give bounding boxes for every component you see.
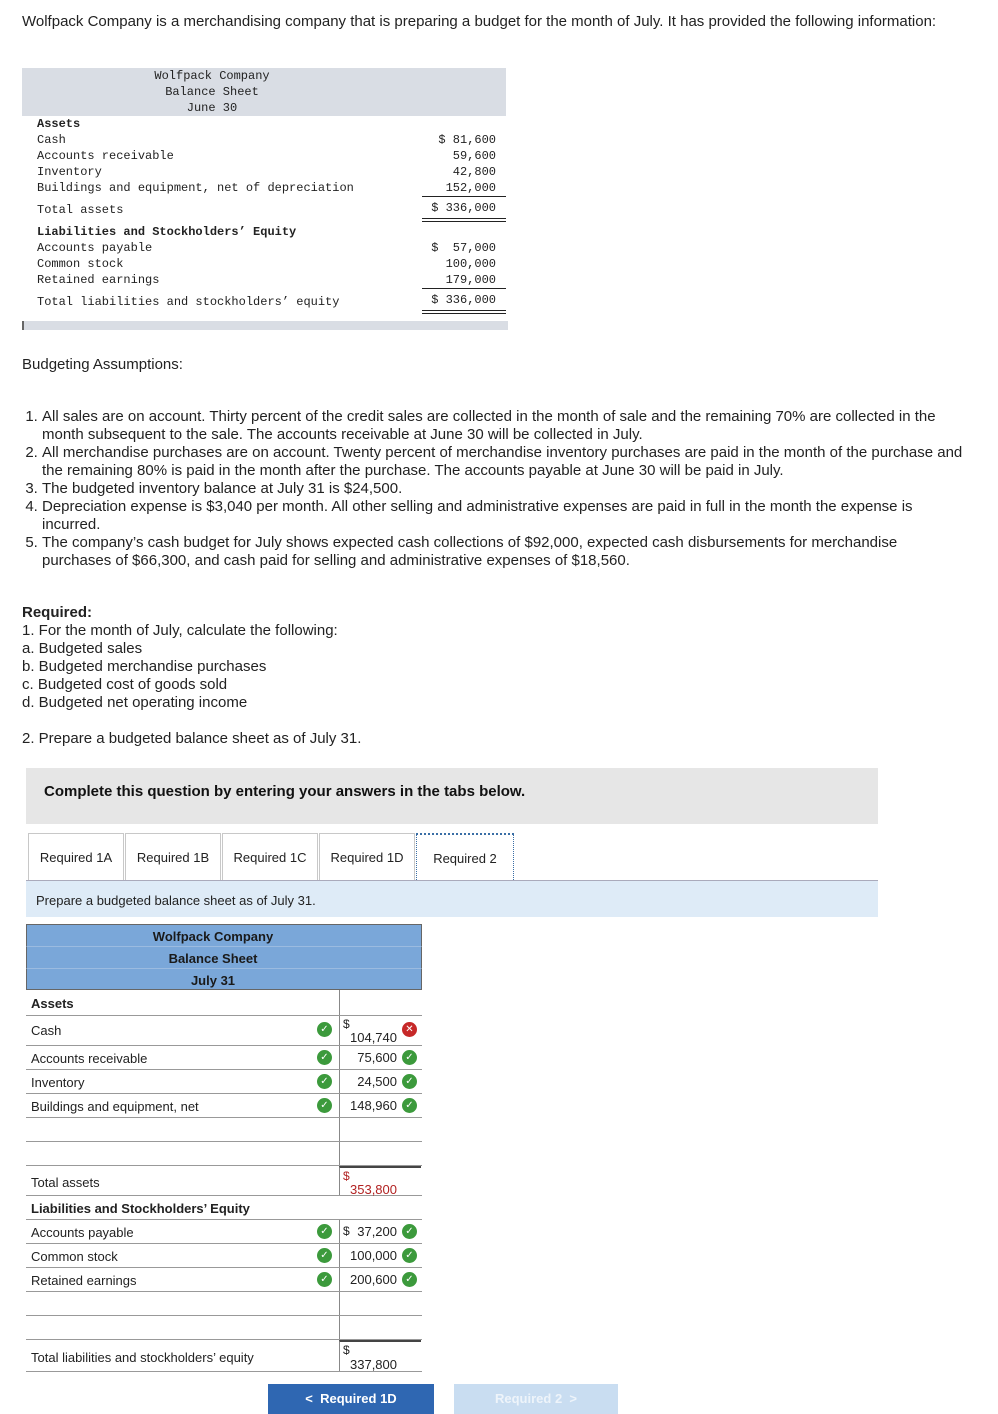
table-row (26, 1196, 422, 1220)
ap-input[interactable] (339, 1220, 421, 1243)
balance-sheet-footer (22, 321, 508, 330)
inventory-label: Inventory (37, 165, 102, 179)
correct-check-icon: ✓ (317, 1074, 332, 1089)
required-1d: d. Budgeted net operating income (22, 694, 248, 711)
retained-earnings-value: 200,600 (350, 1272, 397, 1287)
statement-date: June 30 (186, 101, 238, 115)
dollar-sign: $ (343, 1343, 350, 1357)
table-row (26, 1340, 422, 1372)
table-company-row (26, 924, 422, 946)
table-date-row (26, 968, 422, 990)
table-row (26, 1220, 422, 1244)
dollar-sign: $ (343, 1224, 350, 1238)
correct-check-icon: ✓ (402, 1074, 417, 1089)
total-assets-value: $ 336,000 (431, 201, 496, 215)
ap-value: 37,200 (357, 1224, 397, 1239)
table-company: Wolfpack Company (152, 929, 274, 944)
correct-check-icon: ✓ (402, 1050, 417, 1065)
assumption-item: 4. Depreciation expense is $3,040 per month. All other selling and administrative expenses are paid in full in the month the expense is incurred. (42, 498, 966, 534)
total-le-label: Total liabilities and stockholders’ equity (37, 295, 340, 309)
correct-check-icon: ✓ (317, 1022, 332, 1037)
cash-label: Cash (31, 1023, 62, 1038)
table-row (26, 1244, 422, 1268)
cash-label: Cash (37, 133, 66, 147)
total-assets-label: Total assets (37, 203, 124, 217)
buildings-label: Buildings and equipment, net of depreciation (37, 181, 354, 195)
total-le-value: 337,800 (350, 1357, 397, 1372)
instructions-banner (26, 768, 878, 824)
tab-required-1b[interactable]: Required 1B (125, 833, 221, 881)
table-row (26, 1046, 422, 1070)
amount-cell[interactable] (339, 1316, 421, 1339)
dollar-sign: $ (343, 1017, 350, 1031)
table-row[interactable] (26, 1118, 422, 1142)
ar-value: 59,600 (452, 149, 496, 163)
total-assets-label: Total assets (31, 1175, 100, 1190)
subtotal-rule (422, 196, 506, 197)
inventory-input[interactable] (339, 1070, 421, 1093)
table-date: July 31 (190, 973, 236, 988)
prev-button-label: Required 1D (320, 1391, 397, 1406)
assets-header: Assets (31, 996, 74, 1011)
amount-cell[interactable] (339, 1118, 421, 1141)
table-row (26, 990, 422, 1016)
common-stock-label: Common stock (31, 1249, 118, 1264)
ap-label: Accounts payable (31, 1225, 134, 1240)
liabilities-header: Liabilities and Stockholders’ Equity (37, 225, 297, 239)
table-row (26, 1268, 422, 1292)
chevron-left-icon: < (305, 1391, 313, 1406)
correct-check-icon: ✓ (317, 1098, 332, 1113)
total-le-label: Total liabilities and stockholders’ equity (31, 1350, 254, 1365)
june-balance-sheet (22, 68, 506, 330)
tab-instruction: Prepare a budgeted balance sheet as of July 31. (36, 893, 316, 908)
amount-cell[interactable] (339, 1142, 421, 1165)
amount-cell (339, 990, 421, 1015)
correct-check-icon: ✓ (317, 1224, 332, 1239)
next-button-label: Required 2 (494, 1391, 563, 1406)
required-2: 2. Prepare a budgeted balance sheet as of July 31. (22, 730, 362, 747)
subtotal-rule (422, 288, 506, 289)
correct-check-icon: ✓ (402, 1272, 417, 1287)
table-row[interactable] (26, 1142, 422, 1166)
common-stock-label: Common stock (37, 257, 124, 271)
required-1: 1. For the month of July, calculate the following: (22, 622, 338, 639)
assumptions-title: Budgeting Assumptions: (22, 356, 183, 373)
table-title-row (26, 946, 422, 968)
table-row (26, 1166, 422, 1196)
tab-required-1a[interactable]: Required 1A (28, 833, 124, 881)
double-rule (422, 221, 506, 222)
ar-input[interactable] (339, 1046, 421, 1069)
total-assets-input[interactable] (339, 1166, 421, 1195)
inventory-label: Inventory (31, 1075, 85, 1090)
inventory-value: 24,500 (357, 1074, 397, 1089)
assets-header: Assets (37, 117, 81, 131)
dollar-sign: $ (343, 1169, 350, 1183)
correct-check-icon: ✓ (317, 1272, 332, 1287)
assumption-item: 3. The budgeted inventory balance at July 31 is $24,500. (42, 480, 966, 498)
ap-label: Accounts payable (37, 241, 153, 255)
cash-value: $ 81,600 (438, 133, 496, 147)
correct-check-icon: ✓ (317, 1248, 332, 1263)
total-assets-value: 353,800 (350, 1182, 397, 1197)
intro-text: Wolfpack Company is a merchandising company that is preparing a budget for the month of July. It has provided the following information: (22, 13, 937, 30)
common-stock-input[interactable] (339, 1244, 421, 1267)
double-rule (422, 218, 506, 219)
table-title: Balance Sheet (168, 951, 258, 966)
inventory-value: 42,800 (452, 165, 496, 179)
retained-earnings-input[interactable] (339, 1268, 421, 1291)
table-row[interactable] (26, 1292, 422, 1316)
ar-value: 75,600 (357, 1050, 397, 1065)
buildings-value: 152,000 (445, 181, 496, 195)
statement-title: Balance Sheet (165, 85, 259, 99)
ar-label: Accounts receivable (37, 149, 174, 163)
correct-check-icon: ✓ (402, 1098, 417, 1113)
liabilities-header: Liabilities and Stockholders’ Equity (31, 1201, 250, 1216)
double-rule (422, 310, 506, 311)
required-1b: b. Budgeted merchandise purchases (22, 658, 267, 675)
tab-required-1d[interactable]: Required 1D (319, 833, 415, 881)
company-name: Wolfpack Company (154, 69, 270, 83)
correct-check-icon: ✓ (402, 1248, 417, 1263)
required-section (22, 604, 361, 748)
tab-required-2[interactable]: Required 2 (416, 833, 514, 882)
retained-earnings-label: Retained earnings (31, 1273, 137, 1288)
buildings-label: Buildings and equipment, net (31, 1099, 199, 1114)
assumption-item: 5. The company’s cash budget for July shows expected cash collections of $92,000, expected cash disbursements for merchandise purchases of $66,300, and cash paid for selling and administrative expenses of $18,560. (42, 534, 966, 570)
buildings-value: 148,960 (350, 1098, 397, 1113)
next-required-button[interactable] (454, 1384, 618, 1414)
common-stock-value: 100,000 (350, 1248, 397, 1263)
required-1a: a. Budgeted sales (22, 640, 143, 657)
assumption-item: 2. All merchandise purchases are on account. Twenty percent of merchandise inventory purchases are paid in the month of the purchase and the remaining 80% is paid in the month after the purchase. The accounts payable at June 30 will be paid in July. (42, 444, 966, 480)
table-row (26, 1070, 422, 1094)
total-le-value: $ 336,000 (431, 293, 496, 307)
required-title: Required: (22, 604, 93, 621)
ar-label: Accounts receivable (31, 1051, 148, 1066)
required-1c: c. Budgeted cost of goods sold (22, 676, 228, 693)
common-stock-value: 100,000 (445, 257, 496, 271)
prev-required-button[interactable] (268, 1384, 434, 1414)
buildings-input[interactable] (339, 1094, 421, 1117)
total-le-input[interactable] (339, 1340, 421, 1371)
retained-earnings-label: Retained earnings (37, 273, 160, 287)
amount-cell[interactable] (339, 1292, 421, 1315)
banner-text: Complete this question by entering your answers in the tabs below. (44, 783, 526, 800)
correct-check-icon: ✓ (402, 1224, 417, 1239)
double-rule (422, 313, 506, 314)
table-row[interactable] (26, 1316, 422, 1340)
ap-value: $ 57,000 (431, 241, 496, 255)
correct-check-icon: ✓ (317, 1050, 332, 1065)
incorrect-x-icon: ✕ (402, 1022, 417, 1037)
cash-input[interactable] (339, 1016, 421, 1045)
table-row (26, 1094, 422, 1118)
chevron-right-icon: > (569, 1391, 577, 1406)
assumption-item: 1. All sales are on account. Thirty percent of the credit sales are collected in the month of sale and the remaining 70% are collected in the month subsequent to the sale. The accounts receivable at June 30 will be collected in July. (42, 408, 966, 444)
tab-required-1c[interactable]: Required 1C (222, 833, 318, 881)
assumptions-list (22, 408, 966, 570)
cash-value: 104,740 (350, 1030, 397, 1045)
retained-earnings-value: 179,000 (445, 273, 496, 287)
tab-instruction-bar (26, 881, 878, 917)
table-row (26, 1016, 422, 1046)
